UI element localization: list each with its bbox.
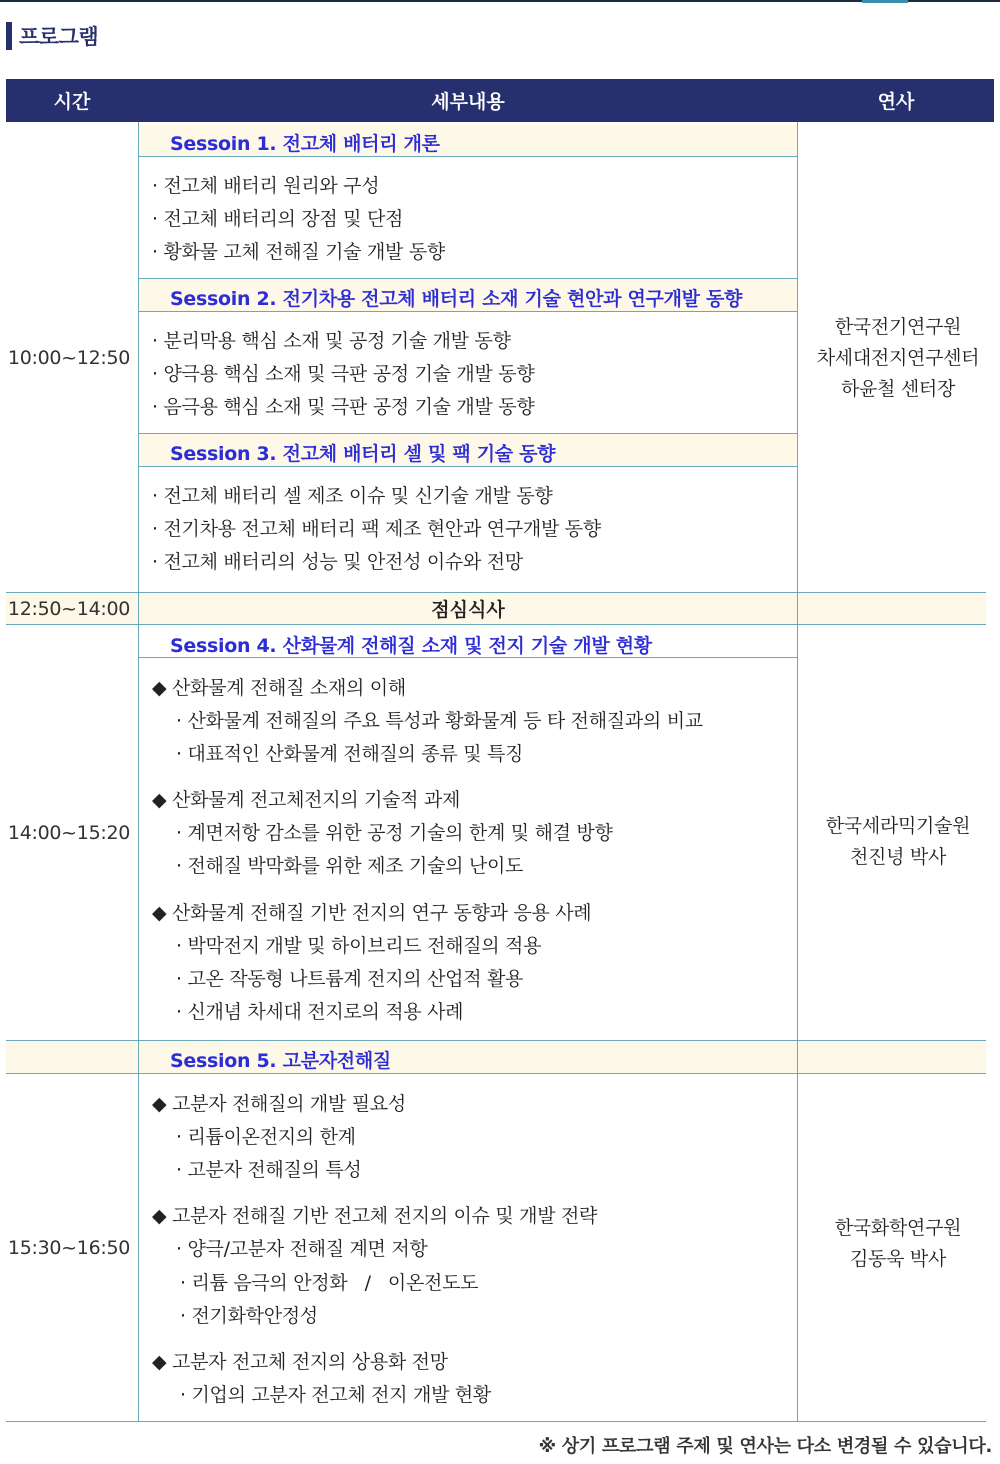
group-item: · 고분자 전해질의 특성 [176, 1159, 362, 1181]
session-item: · 양극용 핵심 소재 및 극판 공정 기술 개발 동향 [152, 363, 535, 385]
group-heading: ◆ 산화물계 전해질 기반 전지의 연구 동향과 응용 사례 [152, 902, 592, 924]
group-item: · 신개념 차세대 전지로의 적용 사례 [176, 1001, 464, 1023]
group-heading: ◆ 고분자 전해질의 개발 필요성 [152, 1093, 406, 1115]
group-item: · 전기화학안정성 [180, 1305, 318, 1327]
table-line [139, 311, 797, 312]
group-item: · 박막전지 개발 및 하이브리드 전해질의 적용 [176, 935, 542, 957]
speaker-line: 한국전기연구원 [834, 316, 962, 338]
group-heading: ◆ 산화물계 전해질 소재의 이해 [152, 677, 406, 699]
session-3-title: Session 3. 전고체 배터리 셀 및 팩 기술 동향 [170, 443, 556, 465]
session-4-title: Session 4. 산화물계 전해질 소재 및 전지 기술 개발 현황 [170, 635, 652, 657]
group-item: · 계면저항 감소를 위한 공정 기술의 한계 및 해결 방향 [176, 822, 613, 844]
header-time: 시간 [53, 91, 91, 113]
session-item: · 전기차용 전고체 배터리 팩 제조 현안과 연구개발 동향 [152, 518, 601, 540]
table-line [139, 156, 797, 157]
group-item: · 리튬 음극의 안정화 / 이온전도도 [180, 1272, 479, 1294]
session-item: · 전고체 배터리의 장점 및 단점 [152, 208, 404, 230]
speaker-line: 하윤철 센터장 [840, 378, 956, 400]
speaker-cell-4 [798, 1213, 998, 1275]
table-line [139, 466, 797, 467]
speaker-cell-1 [798, 312, 998, 405]
speaker-line: 차세대전지연구센터 [816, 347, 980, 369]
speaker-cell-3 [798, 811, 998, 873]
session-item: · 전고체 배터리 원리와 구성 [152, 175, 380, 197]
group-item: · 기업의 고분자 전고체 전지 개발 현황 [180, 1384, 491, 1406]
speaker-line: 김동욱 박사 [849, 1248, 946, 1270]
table-bottom-line [6, 1421, 986, 1422]
time-cell-2: 12:50~14:00 [7, 597, 131, 620]
session-5-title: Session 5. 고분자전해질 [170, 1050, 391, 1072]
session-item: · 음극용 핵심 소재 및 극판 공정 기술 개발 동향 [152, 396, 535, 418]
speaker-line: 한국세라믹기술원 [825, 815, 971, 837]
group-heading: ◆ 고분자 전고체 전지의 상용화 전망 [152, 1351, 448, 1373]
session-1-title: Sessoin 1. 전고체 배터리 개론 [170, 133, 440, 155]
group-heading: ◆ 산화물계 전고체전지의 기술적 과제 [152, 789, 461, 811]
group-item: · 대표적인 산화물계 전해질의 종류 및 특징 [176, 743, 524, 765]
table-line [6, 1040, 986, 1041]
group-item: · 고온 작동형 나트륨계 전지의 산업적 활용 [176, 968, 524, 990]
lunch-label: 점심식사 [431, 599, 505, 621]
session-5-title-band [6, 1041, 986, 1073]
group-heading: ◆ 고분자 전해질 기반 전고체 전지의 이슈 및 개발 전략 [152, 1205, 598, 1227]
session-item: · 전고체 배터리의 성능 및 안전성 이슈와 전망 [152, 551, 523, 573]
session-item: · 전고체 배터리 셀 제조 이슈 및 신기술 개발 동향 [152, 485, 553, 507]
session-item: · 황화물 고체 전해질 기술 개발 동향 [152, 241, 445, 263]
page-title-text: 프로그램 [19, 25, 99, 49]
header-speaker: 연사 [877, 91, 915, 113]
group-item: · 산화물계 전해질의 주요 특성과 황화물계 등 타 전해질과의 비교 [176, 710, 703, 732]
speaker-line: 한국화학연구원 [834, 1217, 962, 1239]
time-cell-4: 15:30~16:50 [7, 1236, 131, 1259]
change-notice: ※ 상기 프로그램 주제 및 연사는 다소 변경될 수 있습니다. [538, 1436, 992, 1457]
header-detail: 세부내용 [431, 91, 505, 113]
table-line [139, 278, 797, 279]
table-line [6, 1073, 986, 1074]
session-2-title: Sessoin 2. 전기차용 전고체 배터리 소재 기술 현안과 연구개발 동향 [170, 288, 743, 310]
table-line [139, 433, 797, 434]
time-cell-1: 10:00~12:50 [7, 347, 131, 369]
group-item: · 전해질 박막화를 위한 제조 기술의 난이도 [176, 855, 524, 877]
speaker-line: 천진녕 박사 [849, 846, 946, 868]
session-item: · 분리막용 핵심 소재 및 공정 기술 개발 동향 [152, 330, 511, 352]
group-item: · 양극/고분자 전해질 계면 저항 [176, 1238, 428, 1260]
time-cell-3: 14:00~15:20 [7, 821, 131, 844]
table-line [6, 624, 986, 625]
group-item: · 리튬이온전지의 한계 [176, 1126, 356, 1148]
table-column-line [138, 122, 139, 1422]
